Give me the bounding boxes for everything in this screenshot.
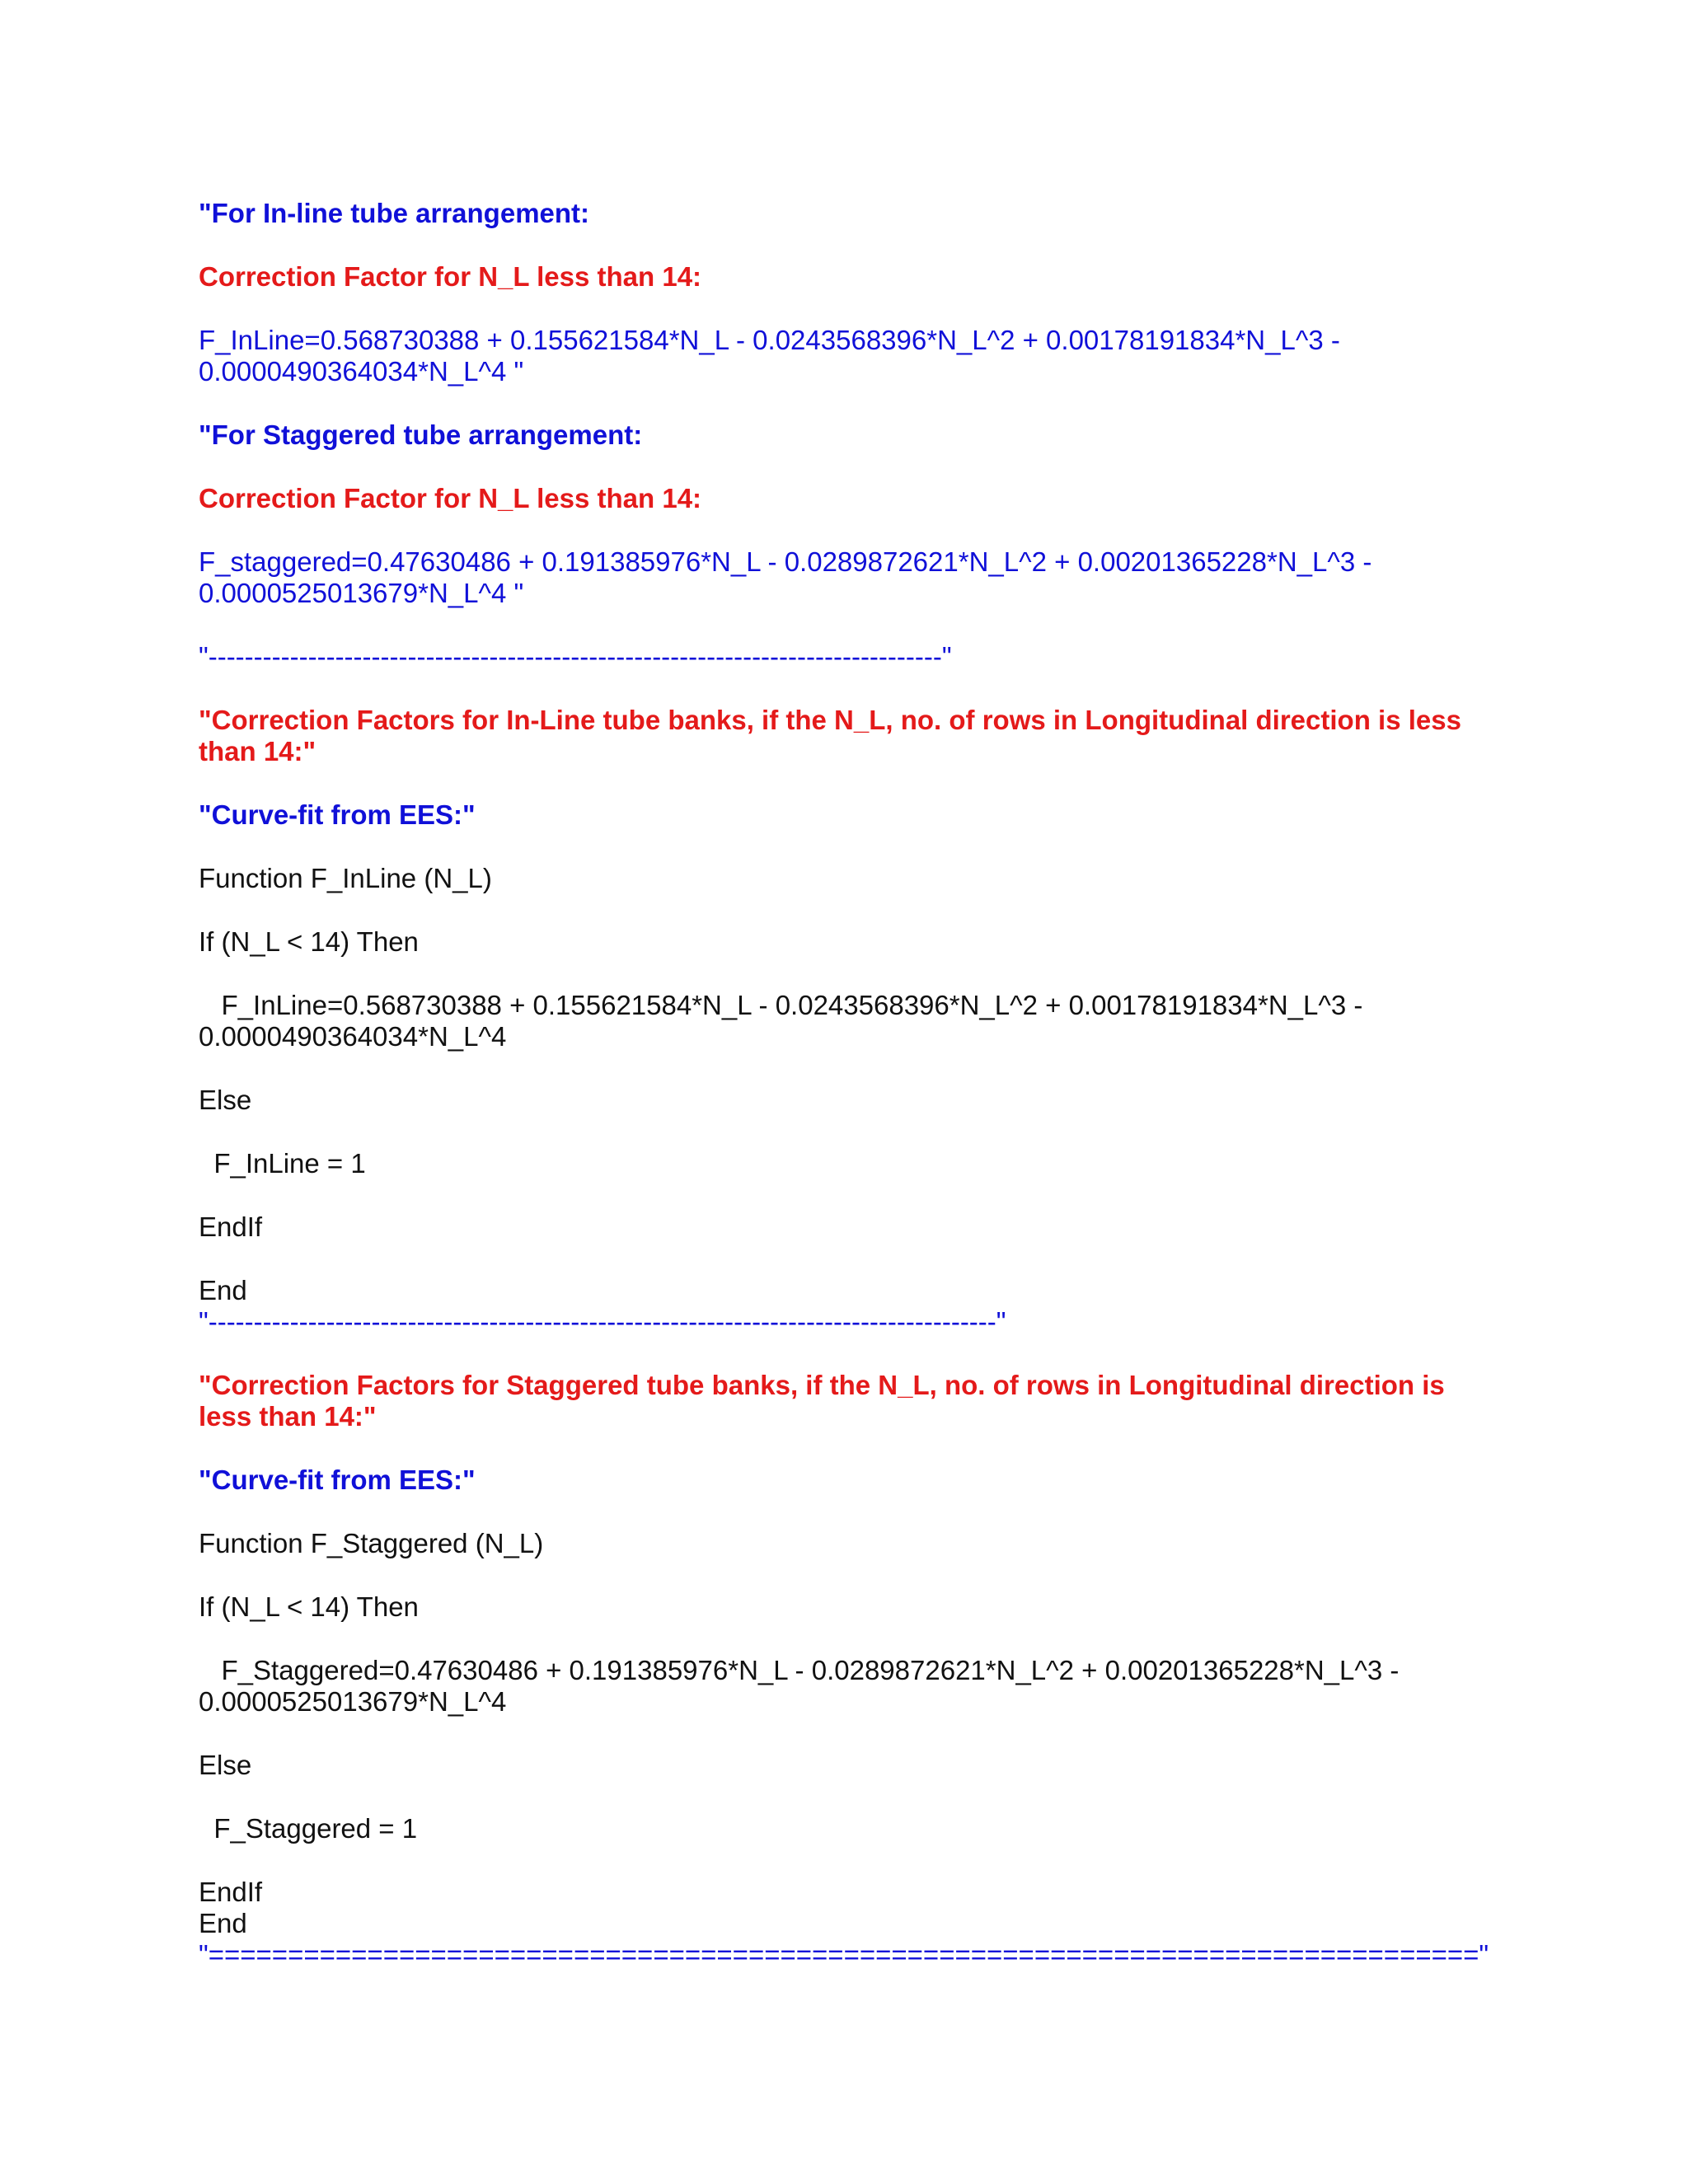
inline-else-assignment: F_InLine = 1 [199,1148,366,1179]
divider-rule-1: "---------------------------------------------------------------------------------" [199,641,952,672]
divider-rule-3: "================================================================================" [199,1939,1489,1970]
staggered-formula-line-1: F_staggered=0.47630486 + 0.191385976*N_L - 0.0289872621*N_L^2 + 0.00201365228*N_L^3 - [199,546,1372,577]
staggered-if-statement: If (N_L < 14) Then [199,1591,419,1622]
inline-formula-line-1: F_InLine=0.568730388 + 0.155621584*N_L - 0.0243568396*N_L^2 + 0.00178191834*N_L^3 - [199,325,1340,355]
staggered-curve-fit-label: "Curve-fit from EES:" [199,1465,476,1495]
document-page [199,198,1493,1971]
staggered-banks-heading-line-2: less than 14:" [199,1401,377,1432]
divider-rule-2: "---------------------------------------------------------------------------------------" [199,1306,1006,1337]
staggered-banks-heading-line-1: "Correction Factors for Staggered tube banks, if the N_L, no. of rows in Longitudinal direction is [199,1370,1445,1400]
inline-formula-line-2: 0.0000490364034*N_L^4 " [199,356,524,387]
inline-function-formula-line-2: 0.0000490364034*N_L^4 [199,1021,507,1052]
staggered-correction-factor-heading: Correction Factor for N_L less than 14: [199,483,702,513]
staggered-else-statement: Else [199,1750,252,1780]
inline-banks-heading-line-1: "Correction Factors for In-Line tube banks, if the N_L, no. of rows in Longitudinal direction is less [199,705,1461,735]
inline-curve-fit-label: "Curve-fit from EES:" [199,799,476,830]
inline-banks-heading-block [199,705,1493,767]
inline-endif-statement: EndIf [199,1212,263,1242]
staggered-formula-line-2: 0.0000525013679*N_L^4 " [199,578,524,608]
inline-else-statement: Else [199,1085,252,1115]
inline-correction-factor-heading: Correction Factor for N_L less than 14: [199,261,702,292]
inline-function-formula-line-1: F_InLine=0.568730388 + 0.155621584*N_L - 0.0243568396*N_L^2 + 0.00178191834*N_L^3 - [199,990,1363,1020]
inline-arrangement-heading: "For In-line tube arrangement: [199,198,590,228]
staggered-banks-heading-block [199,1370,1493,1432]
inline-end-statement: End [199,1275,247,1305]
staggered-function-formula-line-2: 0.0000525013679*N_L^4 [199,1686,507,1717]
staggered-function-formula-block [199,1655,1493,1718]
staggered-else-assignment: F_Staggered = 1 [199,1813,418,1844]
inline-function-declaration: Function F_InLine (N_L) [199,863,492,893]
staggered-function-declaration: Function F_Staggered (N_L) [199,1528,544,1558]
staggered-function-formula-line-1: F_Staggered=0.47630486 + 0.191385976*N_L - 0.0289872621*N_L^2 + 0.00201365228*N_L^3 - [199,1655,1400,1685]
staggered-endif-statement: EndIf [199,1877,263,1907]
staggered-end-statement: End [199,1908,247,1938]
inline-formula-block [199,325,1493,387]
staggered-formula-block [199,546,1493,609]
inline-banks-heading-line-2: than 14:" [199,736,316,766]
inline-if-statement: If (N_L < 14) Then [199,926,419,957]
inline-function-formula-block [199,990,1493,1052]
staggered-arrangement-heading: "For Staggered tube arrangement: [199,419,643,450]
